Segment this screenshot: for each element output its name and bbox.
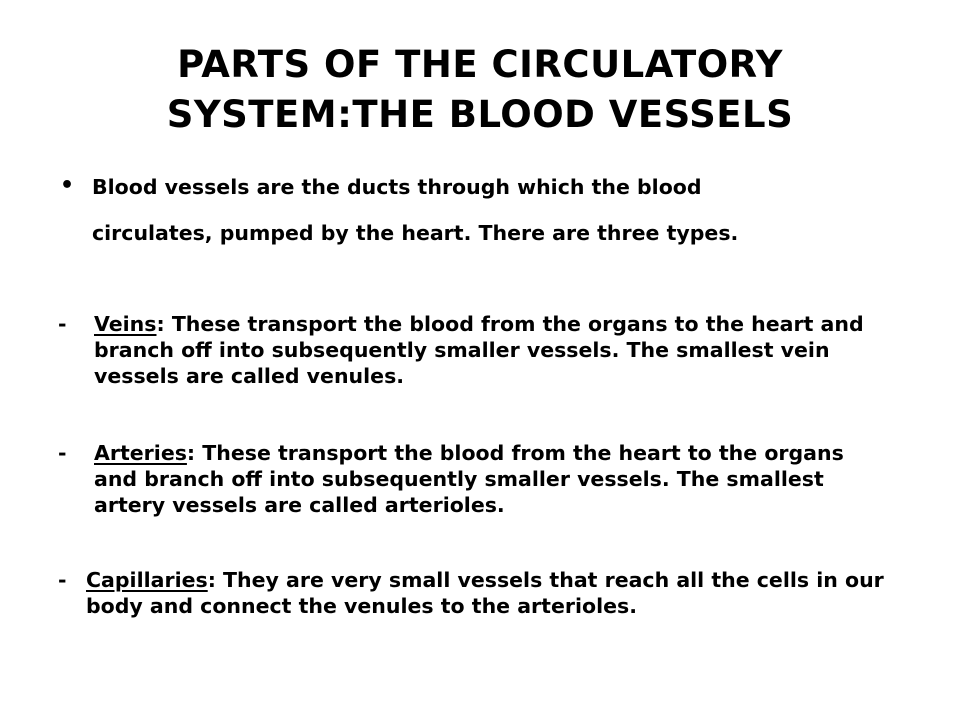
definition-arteries: : These transport the blood from the heart to the organs and branch off into subsequently smaller vessels. The smallest artery vessels are called arterioles. — [94, 441, 844, 517]
term-capillaries: Capillaries — [86, 568, 208, 592]
item-text — [94, 440, 894, 518]
bullet-marker: • — [60, 173, 75, 198]
intro-text-line-2: circulates, pumped by the heart. There are three types. — [92, 221, 739, 245]
definition-veins: : These transport the blood from the organs to the heart and branch off into subsequently smaller vessels. The smallest vein vessels are called venules. — [94, 312, 864, 388]
slide-title-line-2: SYSTEM:THE BLOOD VESSELS — [166, 93, 794, 136]
dash-marker: - — [58, 441, 67, 465]
slide-title — [0, 40, 960, 140]
item-text — [86, 567, 906, 619]
definition-capillaries: : They are very small vessels that reach all the cells in our body and connect the venules to the arterioles. — [86, 568, 884, 618]
dash-marker: - — [58, 568, 67, 592]
slide-title-line-1: PARTS OF THE CIRCULATORY — [177, 43, 783, 86]
intro-text — [92, 164, 912, 256]
term-arteries: Arteries — [94, 441, 187, 465]
item-text — [94, 311, 894, 389]
intro-text-line-1: Blood vessels are the ducts through which the blood — [92, 175, 702, 199]
term-veins: Veins — [94, 312, 157, 336]
dash-marker: - — [58, 312, 67, 336]
